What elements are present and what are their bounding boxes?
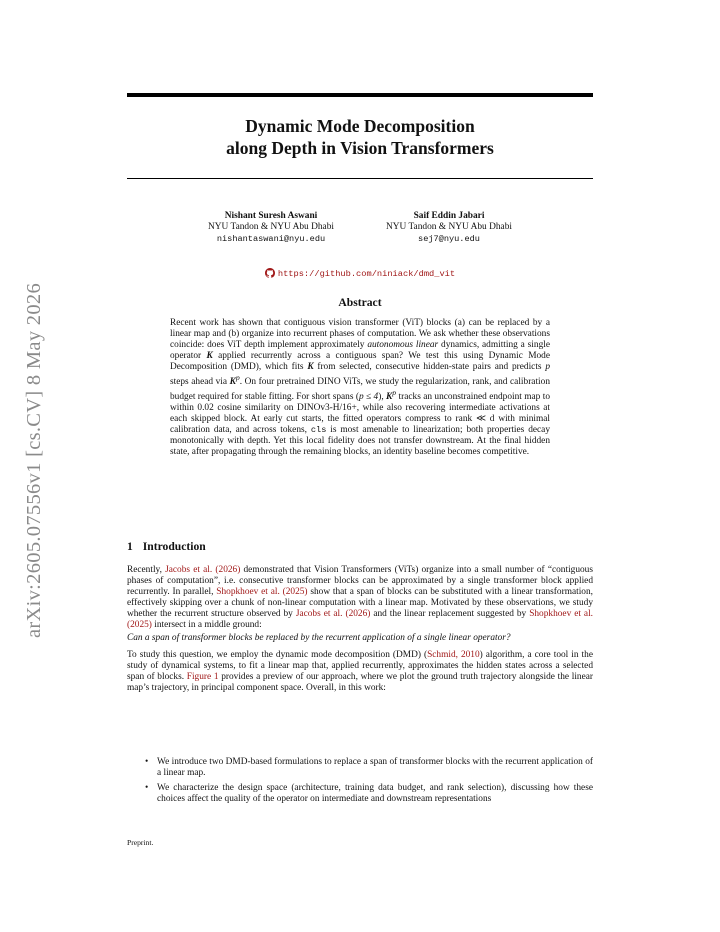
intro-paragraph-1: Recently, Jacobs et al. (2026) demonstrated that Vision Transformers (ViTs) organize into a small number of “contiguous phases of computation”, i.e. consecutive transformer blocks can be approximated by a single transformer block applied recurrently. In parallel, Shopkhoev et al. (2025) show that a span of blocks can be substituted with a linear transformation, effectively skipping over a chunk of non-linear computation with a linear map. Motivated by these observations, we study whether the recurrent structure observed by Jacobs et al. (2026) and the linear replacement suggested by Shopkhoev et al. (2025) intersect in a middle ground: — [127, 565, 593, 630]
citation-shopkhoev[interactable]: Shopkhoev et al. (2025) — [216, 586, 308, 597]
citation-jacobs[interactable]: Jacobs et al. (2026) — [165, 565, 241, 575]
author-1-name: Nishant Suresh Aswani — [224, 211, 318, 221]
abstract-body: Recent work has shown that contiguous vision transformer (ViT) blocks (a) can be replaced by a linear map and (b) organize into recurrent phases of computation. We ask whether these observations coincide: does ViT depth implement approximately autonomous linear dynamics, admitting a single operator K applied recurrently across a contiguous span? We test this using Dynamic Mode Decomposition (DMD), which fits K from selected, consecutive hidden-state pairs and predicts p steps ahead via $K^p$. On four pretrained DINO ViTs, we study the regularization, rank, and calibration budget required for stable fitting. For short spans (p ≤ 4), $K^p$ tracks an unconstrained endpoint map to within 0.02 cosine similarity on DINOv3-H/16+, while also recovering intermediate activations at each skipped block. At early cut starts, the fitted operators compress to rank ≪ d with minimal calibration data, and across tokens, cls is most amenable to linearization; both properties decay monotonically with depth. Yet this local fidelity does not transfer downstream. At the final hidden state, after propagating through the remaining blocks, an identity baseline becomes competitive. — [170, 318, 551, 457]
repo-link[interactable] — [127, 268, 593, 279]
figure-reference[interactable]: Figure 1 — [186, 671, 219, 682]
author-2-email[interactable]: sej7@nyu.edu — [418, 233, 480, 244]
author-block — [127, 211, 593, 245]
research-question: Can a span of transformer blocks be replaced by the recurrent application of a single linear operator? — [127, 633, 511, 643]
author-2-name: Saif Eddin Jabari — [413, 211, 485, 221]
repo-url[interactable]: https://github.com/niniack/dmd_vit — [277, 269, 456, 279]
paper-title — [127, 115, 593, 159]
list-item: • We introduce two DMD-based formulations to replace a span of transformer blocks with the recurrent application of a linear map. — [157, 757, 593, 779]
preprint-note: Preprint. — [127, 838, 154, 847]
title-line-2: along Depth in Vision Transformers — [226, 138, 494, 158]
section-number: 1 — [127, 540, 133, 553]
contribution-list — [157, 757, 593, 809]
intro-paragraph-2: To study this question, we employ the dynamic mode decomposition (DMD) (Schmid, 2010) algorithm, a core tool in the study of dynamical systems, to fit a linear map that, applied recurrently, approximates the hidden states across a selected span of blocks. Figure 1 provides a preview of our approach, where we plot the ground truth trajectory alongside the linear map’s trajectory, in principal component space. Overall, in this work: — [127, 650, 593, 693]
title-bottom-rule — [127, 178, 593, 179]
github-icon — [265, 268, 275, 278]
author-1 — [208, 211, 334, 245]
list-item: • We characterize the design space (architecture, training data budget, and rank selection), discussing how these choices affect the quality of the operator on intermediate and downstream representations — [157, 783, 593, 805]
title-line-1: Dynamic Mode Decomposition — [245, 116, 475, 136]
section-heading-introduction — [127, 540, 206, 553]
abstract-heading: Abstract — [338, 296, 382, 309]
citation-schmid[interactable]: Schmid, 2010 — [427, 650, 480, 660]
author-2 — [386, 211, 512, 245]
citation-shopkhoev[interactable]: Shopkhoev et al. (2025) — [127, 608, 593, 630]
citation-jacobs[interactable]: Jacobs et al. (2026) — [295, 608, 371, 619]
author-1-affiliation: NYU Tandon & NYU Abu Dhabi — [208, 222, 334, 233]
arxiv-identifier — [10, 250, 58, 670]
author-2-affiliation: NYU Tandon & NYU Abu Dhabi — [386, 222, 512, 233]
title-top-rule — [127, 93, 593, 97]
author-1-email[interactable]: nishantaswani@nyu.edu — [216, 233, 326, 244]
arxiv-identifier-text: arXiv:2605.07556v1 [cs.CV] 8 May 2026 — [22, 282, 45, 638]
section-title: Introduction — [142, 540, 206, 553]
